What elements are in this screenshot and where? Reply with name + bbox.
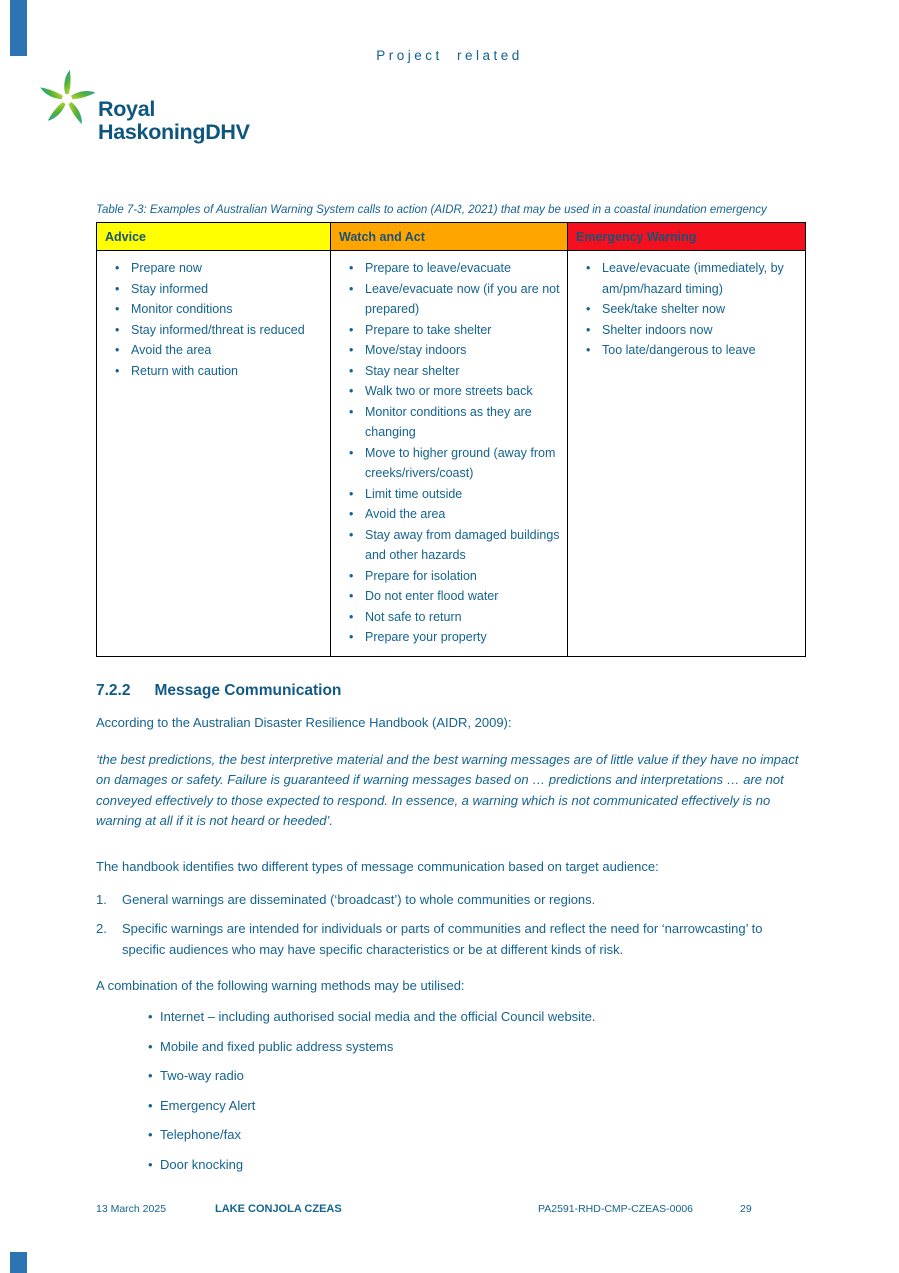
table-body-row [97,251,806,657]
column-header-emergency-warning: Emergency Warning [568,223,806,251]
list-item: • Monitor conditions [131,299,326,320]
section-title: Message Communication [154,681,342,699]
methods-intro-paragraph: A combination of the following warning methods may be utilised: [96,978,465,993]
list-item: • Walk two or more streets back [365,381,563,402]
logo-line-royal: Royal [98,97,156,121]
list-item: • Emergency Alert [160,1096,805,1116]
logo-line-haskoningdhv: HaskoningDHV [98,120,250,144]
list-item: • Move to higher ground (away from creeks/rivers/coast) [365,443,563,484]
table-caption: Table 7-3: Examples of Australian Warning System calls to action (AIDR, 2021) that may be used in a coastal inundation emergency [96,204,767,216]
rhdhv-star-icon [38,62,96,136]
intro-paragraph: According to the Australian Disaster Resilience Handbook (AIDR, 2009): [96,714,512,730]
list-item: • Door knocking [160,1155,805,1175]
footer-document-number: PA2591-RHD-CMP-CZEAS-0006 [538,1203,694,1215]
list-item: • Return with caution [131,361,326,382]
list-item: • Internet – including authorised social media and the official Council website. [160,1007,805,1027]
footer-document-title: LAKE CONJOLA CZEAS [215,1203,342,1215]
list-item: • Too late/dangerous to leave [602,340,801,361]
watch-and-act-cell [331,251,568,657]
emergency-warning-cell [568,251,806,657]
list-item: • Prepare to leave/evacuate [365,258,563,279]
list-item: • Move/stay indoors [365,340,563,361]
list-item: General warnings are disseminated (‘broadcast’) to whole communities or regions. [122,891,596,907]
list-item: • Stay away from damaged buildings and other hazards [365,525,563,566]
page-footer [0,1203,899,1219]
handbook-types-paragraph: The handbook identifies two different types of message communication based on target audience: [96,858,659,874]
list-item: Specific warnings are intended for individuals or parts of communities and reflect the need for ‘narrowcasting’ to specific audiences who may have specific characteristics or be at different kinds of risk. [122,921,763,957]
section-number: 7.2.2 [96,681,131,699]
list-item: • Limit time outside [365,484,563,505]
advice-cell [97,251,331,657]
list-item: • Telephone/fax [160,1125,805,1145]
emergency-warning-actions-list [576,258,801,361]
header-classification-label: Project related [376,48,523,63]
list-item: • Prepare now [131,258,326,279]
list-item: • Leave/evacuate now (if you are not prepared) [365,279,563,320]
handbook-quote: ‘the best predictions, the best interpretive material and the best warning messages are of little value if they have no impact on damages or safety. Failure is guaranteed if warning messages based on … predictions and interpretations … are not conveyed effectively to those expected to respond. In essence, a warning which is not communicated effectively is no warning at all if it is not heard or heeded’. [96,751,799,828]
column-header-watch-and-act: Watch and Act [331,223,568,251]
list-item: • Shelter indoors now [602,320,801,341]
list-item: • Prepare for isolation [365,566,563,587]
column-header-advice: Advice [97,223,331,251]
page-content [96,204,805,1184]
list-item: • Stay informed/threat is reduced [131,320,326,341]
company-logo-wordmark [98,98,250,144]
list-item: • Prepare to take shelter [365,320,563,341]
list-item: • Leave/evacuate (immediately, by am/pm/hazard timing) [602,258,801,299]
list-item: • Stay near shelter [365,361,563,382]
list-item: • Prepare your property [365,627,563,648]
list-item: • Stay informed [131,279,326,300]
list-item: • Avoid the area [365,504,563,525]
table-header-row [97,223,806,251]
list-item: • Monitor conditions as they are changing [365,402,563,443]
watch-and-act-actions-list [339,258,563,648]
list-item: • Seek/take shelter now [602,299,801,320]
warning-system-table [96,222,806,657]
list-item: • Avoid the area [131,340,326,361]
page-edge-mark-bottom [10,1252,27,1273]
warning-methods-list [96,1007,805,1175]
list-item: • Do not enter flood water [365,586,563,607]
section-heading [96,682,805,700]
list-item: • Mobile and fixed public address systems [160,1037,805,1057]
footer-page-number: 29 [740,1203,752,1215]
list-item: • Not safe to return [365,607,563,628]
advice-actions-list [105,258,326,381]
company-logo [38,62,250,144]
list-item: • Two-way radio [160,1066,805,1086]
warning-types-list [96,890,805,961]
footer-date: 13 March 2025 [96,1203,167,1215]
